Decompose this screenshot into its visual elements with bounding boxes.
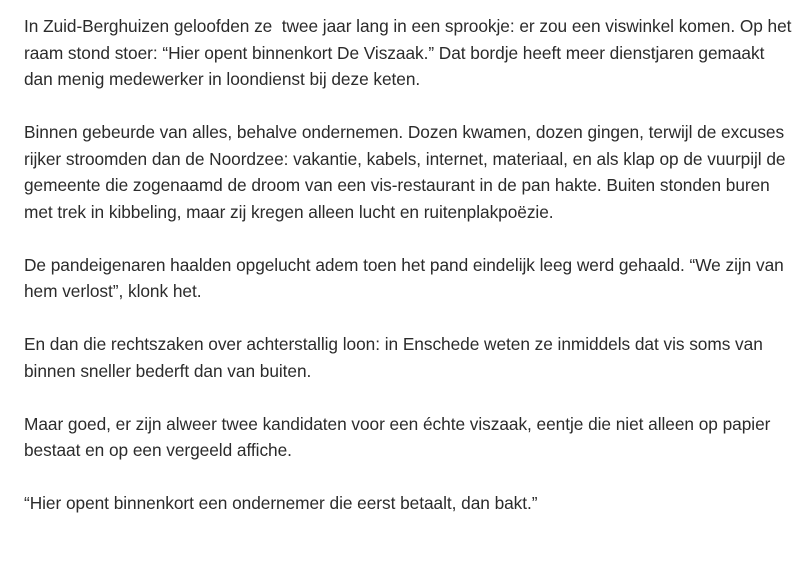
paragraph-closing-quote: “Hier opent binnenkort een ondernemer die eerst betaalt, dan bakt.” <box>24 493 538 513</box>
paragraph-kandidaten: Maar goed, er zijn alweer twee kandidaten voor een échte viszaak, eentje die niet alleen op papier bestaat en op een vergeeld affiche. <box>24 413 776 460</box>
paragraph-pandeigenaren: De pandeigenaren haalden opgelucht adem toen het pand eindelijk leeg werd gehaald. “We zijn van hem verlost”, klonk het. <box>24 254 789 301</box>
article-body <box>24 13 797 517</box>
paragraph-rechtszaken: En dan die rechtszaken over achterstallig loon: in Enschede weten ze inmiddels dat vis soms van binnen sneller bederft dan van buiten. <box>24 334 768 381</box>
paragraph-excuses: Binnen gebeurde van alles, behalve ondernemen. Dozen kwamen, dozen gingen, terwijl de excuses rijker stroomden dan de Noordzee: vakantie, kabels, internet, materiaal, en als klap op de vuurpijl de gemeente die zogenaamd de droom van een vis-restaurant in de pan hakte. Buiten stonden buren met trek in kibbeling, maar zij kregen alleen lucht en ruitenplakpoëzie. <box>24 122 791 222</box>
paragraph-sprookje: In Zuid-Berghuizen geloofden ze twee jaar lang in een sprookje: er zou een viswinkel komen. Op het raam stond stoer: “Hier opent binnenkort De Viszaak.” Dat bordje heeft meer dienstjaren gemaakt dan menig medewerker in loondienst bij deze keten. <box>24 16 797 89</box>
